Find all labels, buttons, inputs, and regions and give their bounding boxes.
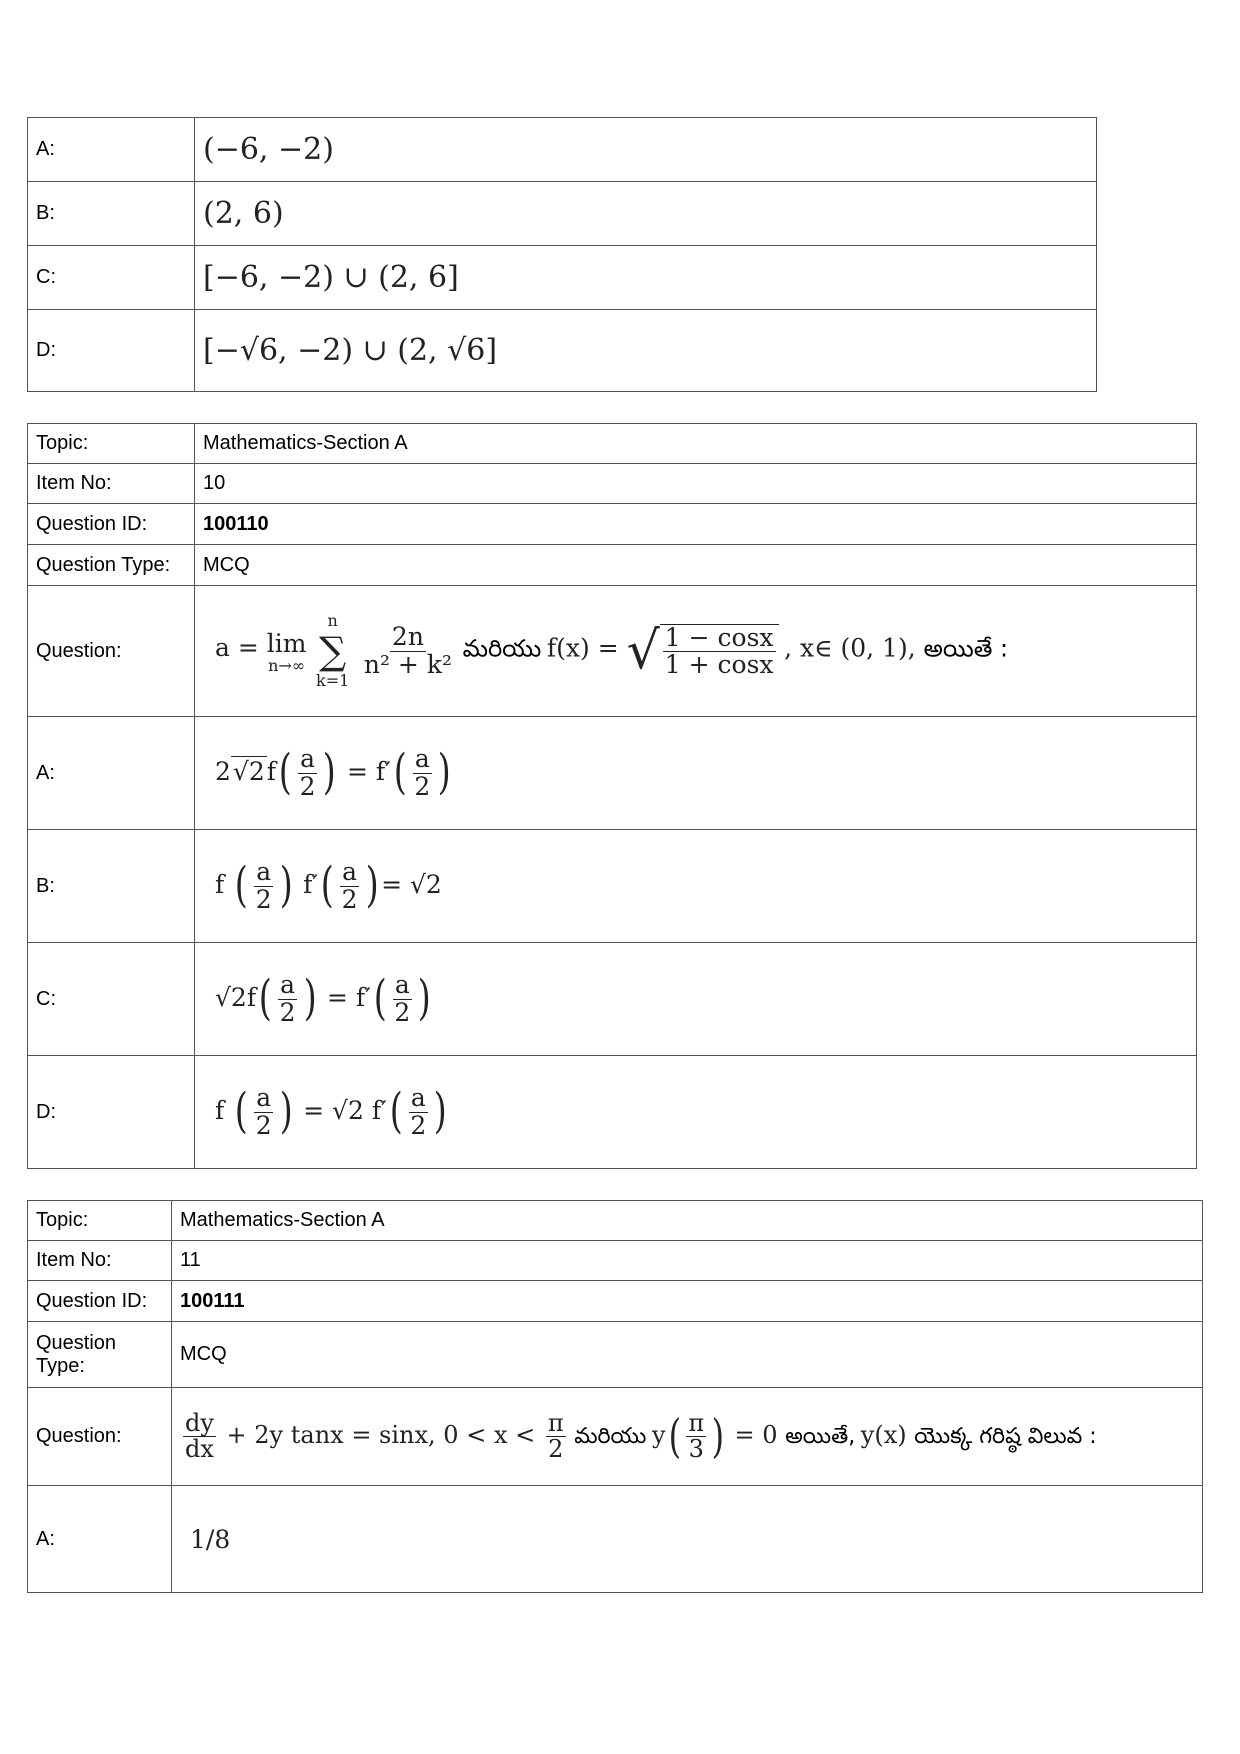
option-b-label: B:: [28, 182, 195, 246]
option-c-math: √2f( $\frac{a}{2}$ ) = f′( $\frac{a}{2}$ ): [195, 943, 1197, 1056]
option-d-label: D:: [28, 1056, 195, 1169]
item-no-value: 10: [195, 464, 1197, 504]
question-type-label: Question Type:: [28, 1322, 172, 1388]
option-a-label: A:: [28, 717, 195, 830]
option-c-math: [−6, −2) ∪ (2, 6]: [195, 246, 1097, 310]
option-c-label: C:: [28, 246, 195, 310]
option-d-math: f ( $\frac{a}{2}$ ) = √2 f′( $\frac{a}{2}$ ): [195, 1056, 1197, 1169]
question-11-table: [27, 1200, 1203, 1593]
option-a-math: 2√2f( $\frac{a}{2}$ ) = f′( $\frac{a}{2}$ ): [195, 717, 1197, 830]
question-id-value: 100110: [195, 504, 1197, 545]
question-label: Question:: [28, 1388, 172, 1486]
item-no-label: Item No:: [28, 464, 195, 504]
question-te-and: మరియు: [462, 634, 542, 663]
question-label: Question:: [28, 586, 195, 717]
question-te-then: అయితే,: [785, 1424, 856, 1449]
option-b-label: B:: [28, 830, 195, 943]
item-no-value: 11: [172, 1241, 1203, 1281]
topic-value: Mathematics-Section A: [195, 424, 1197, 464]
question-10-table: [27, 423, 1197, 1169]
question-te-then: అయితే :: [923, 634, 1009, 663]
option-d-math: [−√6, −2) ∪ (2, √6]: [195, 310, 1097, 392]
topic-label: Topic:: [28, 1201, 172, 1241]
question-id-label: Question ID:: [28, 504, 195, 545]
option-a-math: 1/8: [172, 1486, 1203, 1593]
option-a-label: A:: [28, 1486, 172, 1593]
option-a-math: (−6, −2): [195, 118, 1097, 182]
question-type-value: MCQ: [195, 545, 1197, 586]
option-d-label: D:: [28, 310, 195, 392]
option-b-math: (2, 6): [195, 182, 1097, 246]
topic-value: Mathematics-Section A: [172, 1201, 1203, 1241]
options-table-prev: [27, 117, 1097, 392]
question-id-value: 100111: [172, 1281, 1203, 1322]
question-id-label: Question ID:: [28, 1281, 172, 1322]
question-math: a = lim n→∞ n ∑ k=1 $\frac{2n}{\text{n² + k²}}$ మరియు f(x) = √ $\frac{1 - \cos x}{1 + \cos x}$ , x∈ (0, 1), అయితే :: [195, 586, 1197, 717]
question-type-value: MCQ: [172, 1322, 1203, 1388]
question-te-max: యొక్క గరిష్ఠ విలువ :: [914, 1424, 1097, 1449]
option-a-label: A:: [28, 118, 195, 182]
option-b-math: f ( $\frac{a}{2}$ ) f′( $\frac{a}{2}$ ) = √2: [195, 830, 1197, 943]
question-math: $\frac{dy}{dx}$ + 2y tanx = sinx, 0 < x < $\frac{\pi}{2}$ మరియు y( $\frac{\pi}{3}$ ) = 0 అయితే, y(x) యొక్క గరిష్ఠ విలువ :: [172, 1388, 1203, 1486]
question-type-label: Question Type:: [28, 545, 195, 586]
item-no-label: Item No:: [28, 1241, 172, 1281]
question-te-and: మరియు: [574, 1424, 647, 1449]
topic-label: Topic:: [28, 424, 195, 464]
option-c-label: C:: [28, 943, 195, 1056]
